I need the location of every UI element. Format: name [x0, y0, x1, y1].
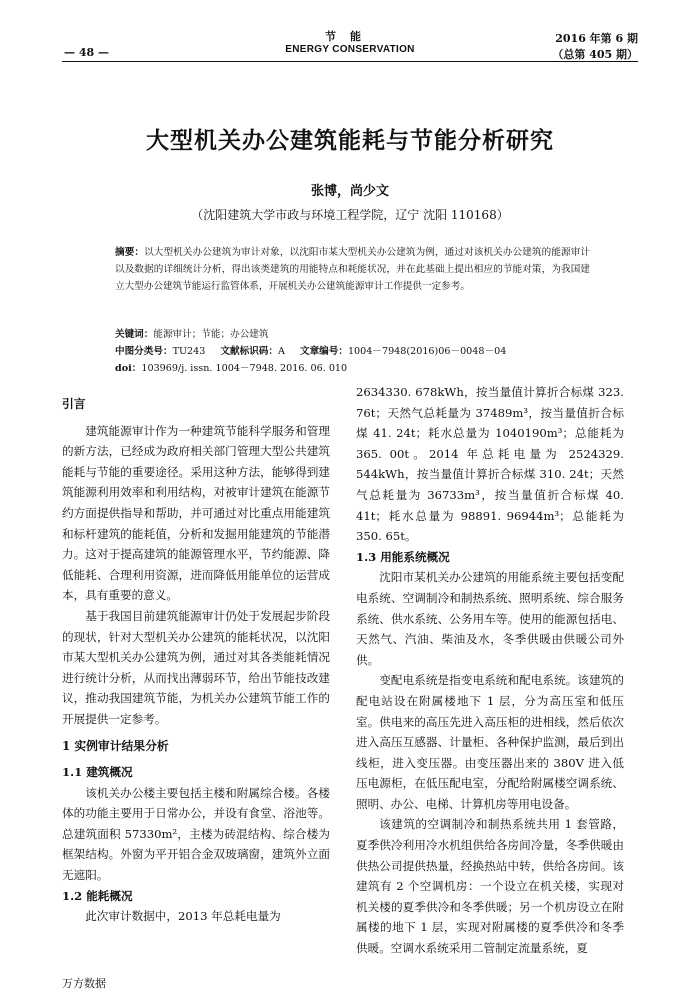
abstract-label: 摘要： — [115, 247, 145, 258]
journal-name-en: ENERGY CONSERVATION — [285, 44, 415, 55]
abstract — [115, 244, 590, 295]
doc-code-value: A — [277, 346, 285, 357]
doi-label: doi： — [115, 363, 142, 374]
section-1-3-paragraph-1: 沈阳市某机关办公建筑的用能系统主要包括变配电系统、空调制冷和制热系统、照明系统、综合服务系统、供水系统、公务用车等。使用的能源包括电、天然气、汽油、柴油及水，冬季供暖由供暖公司外供。 — [356, 570, 624, 667]
section-1-2-heading: 1.2 能耗概况 — [62, 888, 133, 903]
section-1-2-paragraph: 此次审计数据中，2013 年总耗电量为 — [85, 909, 281, 924]
left-column — [62, 382, 330, 927]
doi-value: 103969/j. issn. 1004－7948. 2016. 06. 010 — [141, 363, 348, 374]
intro-paragraph-1: 建筑能源审计作为一种建筑节能科学服务和管理的新方法，已经成为政府相关部门管理大型公共建筑能耗与节能的重要途径。采用这种方法，能够得到建筑能源利用效率和利用结构，对被审计建筑在能源节约方面提供指导和帮助，并可通过对比重点用能建筑和标杆建筑的能耗值，分析和发掘用能建筑的节能潜力。这对于提高建筑的能源管理水平，节约能源、降低能耗、合理利用资源，进而降低用能单位的运营成本，具有重要的意义。 — [62, 423, 330, 603]
header-rule — [62, 61, 638, 62]
abstract-text: 以大型机关办公建筑为审计对象，以沈阳市某大型机关办公建筑为例，通过对该机关办公建筑的能源审计以及数据的详细统计分析，得出该类建筑的用能特点和耗能状况，并在此基础上提出相应的节能对策，为我国建立大型办公建筑节能运行监管体系，开展机关办公建筑能源审计工作提供一定参考。 — [115, 247, 591, 292]
article-title: 大型机关办公建筑能耗与节能分析研究 — [146, 127, 554, 154]
affiliation: （沈阳建筑大学市政与环境工程学院，辽宁 沈阳 110168） — [191, 208, 509, 222]
section-1-3-paragraph-2: 变配电系统是指变电系统和配电系统。该建筑的配电站设在附属楼地下 1 层，分为高压室和低压室。供电来的高压先进入高压柜的进相线，然后依次进入高压互感器、计量柜、各种保护监测，最后到出线柜，进入变压器。由变压器出来的 380V 进入低压电源柜，在低压配电室，分配给附属楼空调系统、照明、办公、电梯、计算机房等用电设备。 — [356, 673, 624, 811]
keywords — [115, 326, 615, 343]
intro-paragraph-2: 基于我国目前建筑能源审计仍处于发展起步阶段的现状，针对大型机关办公建筑的能耗状况，以沈阳市某大型机关办公建筑为例，通过对其各类能耗情况进行统计分析，从而找出薄弱环节，给出节能技改建议，推动我国建筑节能，为机关办公建筑节能工作的开展提供一定参考。 — [62, 608, 330, 726]
intro-heading: 引言 — [62, 397, 86, 411]
keywords-text: 能源审计；节能；办公建筑 — [153, 329, 269, 340]
section-1-1-heading: 1.1 建筑概况 — [62, 765, 133, 780]
clc-value: TU243 — [172, 346, 206, 357]
doc-code-label: 文献标识码： — [220, 346, 278, 357]
article-no-value: 1004－7948(2016)06－0048－04 — [347, 346, 507, 357]
issue-label: 2016 年第 6 期 — [555, 32, 638, 45]
right-column — [356, 382, 624, 959]
clc-label: 中图分类号： — [115, 346, 173, 357]
journal-name: 节能 — [325, 30, 375, 43]
total-issue-label: （总第 405 期） — [552, 48, 638, 61]
authors: 张博，尚少文 — [310, 184, 389, 199]
doi — [115, 360, 615, 377]
footer-watermark: 万方数据 — [62, 978, 106, 990]
section-1-heading: 1 实例审计结果分析 — [62, 738, 169, 753]
section-1-3-heading: 1.3 用能系统概况 — [356, 549, 450, 564]
section-1-2-continued: 2634330. 678kWh，按当量值计算折合标煤 323. 76t；天然气总耗量为 37489m³，按当量值折合标煤 41. 24t；耗水总量为 1040190m³；总能耗为 365. 00t。2014 年总耗电量为 2524329. 544kWh，按当量值计算折合标煤 310. 24t；天然气总耗量为 36733m³，按当量值折合标煤 40. 41t；耗水总量为 98891. 96944m³；总能耗为 350. 65t。 — [356, 385, 624, 544]
classification — [115, 343, 615, 360]
page-number: — 48 — — [64, 46, 109, 59]
article-no-label: 文章编号： — [299, 346, 348, 357]
section-1-1-paragraph: 该机关办公楼主要包括主楼和附属综合楼。各楼体的功能主要用于日常办公，并设有食堂、浴池等。总建筑面积 57330m²，主楼为砖混结构、综合楼为框架结构。外窗为平开铝合金双玻璃窗，建筑外立面无遮阳。 — [62, 785, 330, 883]
keywords-label: 关键词： — [115, 329, 154, 340]
section-1-3-paragraph-3: 该建筑的空调制冷和制热系统共用 1 套管路，夏季供冷利用冷水机组供给各房间冷量，冬季供暖由供热公司提供热量，经换热站中转，供给各房间。该建筑有 2 个空调机房：一个设立在机关楼，实现对机关楼的夏季供冷和冬季供暖；另一个机房设立在附属楼的地下 1 层，实现对附属楼的夏季供冷和冬季供暖。空调水系统采用二管制定流量系统，夏 — [356, 817, 624, 956]
